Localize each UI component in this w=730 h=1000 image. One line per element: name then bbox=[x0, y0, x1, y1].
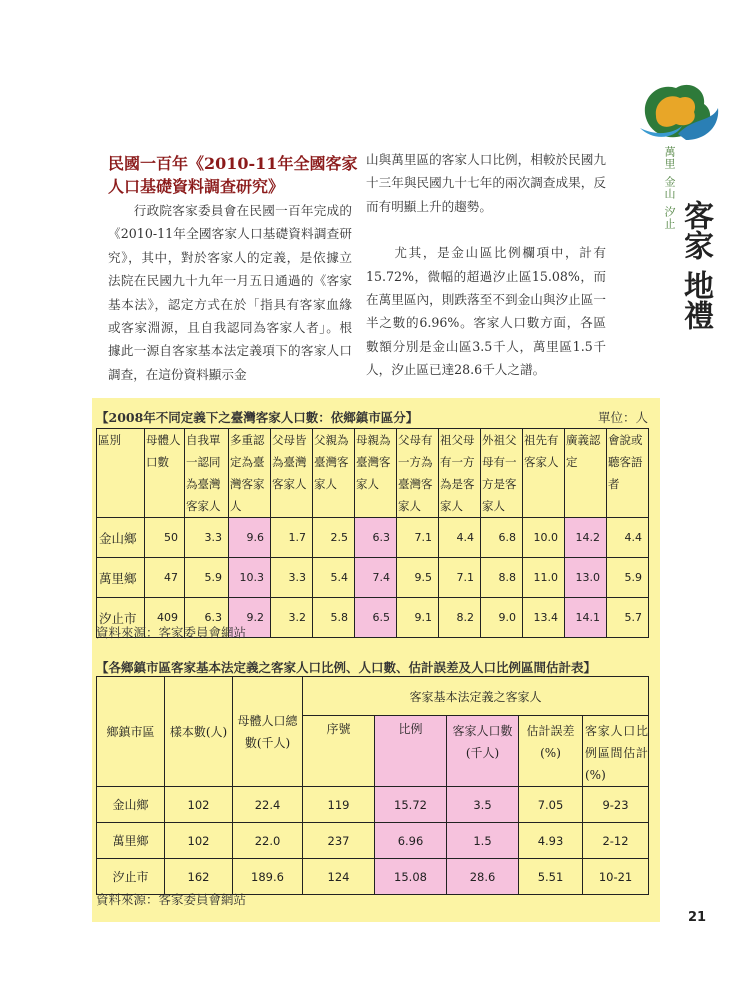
table-cell: 6.8 bbox=[481, 518, 523, 558]
table-cell: 9-23 bbox=[583, 787, 649, 823]
side-label-jinshan: 金山 bbox=[663, 176, 676, 200]
table-cell-highlighted: 13.0 bbox=[565, 558, 607, 598]
header-cell: 祖先有客家人 bbox=[523, 429, 565, 518]
table-cell: 10.0 bbox=[523, 518, 565, 558]
page-number: 21 bbox=[688, 910, 707, 925]
table-cell: 10-21 bbox=[583, 859, 649, 895]
table-cell-highlighted: 14.1 bbox=[565, 598, 607, 638]
table-row bbox=[97, 558, 649, 598]
header-cell: 鄉鎮市區 bbox=[97, 677, 165, 787]
table-cell: 119 bbox=[303, 787, 375, 823]
table1-source: 資料來源：客家委員會網站 bbox=[96, 625, 247, 640]
table-cell-highlighted: 10.3 bbox=[229, 558, 271, 598]
table-cell: 162 bbox=[165, 859, 233, 895]
table1-caption: 【2008年不同定義下之臺灣客家人口數：依鄉鎮市區分】 bbox=[96, 410, 419, 425]
header-cell-highlighted: 客家人口數(千人) bbox=[447, 716, 519, 787]
table-cell: 102 bbox=[165, 787, 233, 823]
table-cell: 3.3 bbox=[185, 518, 229, 558]
row-label: 汐止市 bbox=[97, 859, 165, 895]
table-cell: 8.8 bbox=[481, 558, 523, 598]
table-cell-highlighted: 9.2 bbox=[229, 598, 271, 638]
table-cell: 237 bbox=[303, 823, 375, 859]
header-cell: 父母有一方為臺灣客家人 bbox=[397, 429, 439, 518]
table-cell: 9.0 bbox=[481, 598, 523, 638]
table2-caption: 【各鄉鎮市區客家基本法定義之客家人口比例、人口數、估計誤差及人口比例區間估計表】 bbox=[96, 660, 597, 675]
table-cell: 5.9 bbox=[607, 558, 649, 598]
header-cell: 會說或聽客語者 bbox=[607, 429, 649, 518]
table-cell-highlighted: 15.72 bbox=[375, 787, 447, 823]
table-cell: 3.3 bbox=[271, 558, 313, 598]
header-cell: 外祖父母有一方是客家人 bbox=[481, 429, 523, 518]
table-cell-highlighted: 14.2 bbox=[565, 518, 607, 558]
hakka-logo-icon bbox=[636, 78, 720, 142]
table-cell: 22.4 bbox=[233, 787, 303, 823]
header-group-cell: 客家基本法定義之客家人 bbox=[303, 677, 649, 716]
table-cell: 13.4 bbox=[523, 598, 565, 638]
table-cell: 189.6 bbox=[233, 859, 303, 895]
table-cell-highlighted: 6.3 bbox=[355, 518, 397, 558]
table-cell: 8.2 bbox=[439, 598, 481, 638]
article-paragraph: 山與萬里區的客家人口比例，相較於民國九十三年與民國九十七年的兩次調查成果，反而有明顯上升的趨勢。 bbox=[366, 152, 606, 214]
table-cell-highlighted: 15.08 bbox=[375, 859, 447, 895]
row-label: 萬里鄉 bbox=[97, 823, 165, 859]
table-cell: 409 bbox=[145, 598, 185, 638]
table-row bbox=[97, 518, 649, 558]
table-cell: 6.3 bbox=[185, 598, 229, 638]
header-cell: 父親為臺灣客家人 bbox=[313, 429, 355, 518]
table1-unit: 單位：人 bbox=[598, 410, 649, 425]
side-label-wanli: 萬里 bbox=[663, 146, 676, 170]
table-cell: 2-12 bbox=[583, 823, 649, 859]
table-cell-highlighted: 9.6 bbox=[229, 518, 271, 558]
table-cell-highlighted: 6.5 bbox=[355, 598, 397, 638]
header-cell: 自我單一認同為臺灣客家人 bbox=[185, 429, 229, 518]
table-cell: 22.0 bbox=[233, 823, 303, 859]
table-cell-highlighted: 6.96 bbox=[375, 823, 447, 859]
table-cell: 5.51 bbox=[519, 859, 583, 895]
header-cell: 母體人口總數(千人) bbox=[233, 677, 303, 787]
table-cell: 7.1 bbox=[397, 518, 439, 558]
header-cell: 祖父母有一方為是客家人 bbox=[439, 429, 481, 518]
table-cell: 5.9 bbox=[185, 558, 229, 598]
header-cell: 母體人口數 bbox=[145, 429, 185, 518]
header-cell: 客家人口比例區間估計(%) bbox=[583, 716, 649, 787]
article-left-column: 行政院客家委員會在民國一百年完成的《2010-11年全國客家人口基礎資料調查研究》，其中，對於客家人的定義，是依據立法院在民國九十九年一月五日通過的《客家基本法》，認定方式在於「指具有客家血緣或客家淵源，且自我認同為客家人者」。根據此一源自客家基本法定義項下的客家人口調查，在這份資料顯示金 bbox=[108, 203, 352, 382]
row-label: 金山鄉 bbox=[97, 787, 165, 823]
table-cell: 5.8 bbox=[313, 598, 355, 638]
table-cell: 2.5 bbox=[313, 518, 355, 558]
table-cell-highlighted: 7.4 bbox=[355, 558, 397, 598]
header-cell: 父母皆為臺灣客家人 bbox=[271, 429, 313, 518]
table-cell: 3.2 bbox=[271, 598, 313, 638]
table-cell: 7.05 bbox=[519, 787, 583, 823]
row-label: 萬里鄉 bbox=[97, 558, 145, 598]
header-cell: 估計誤差(%) bbox=[519, 716, 583, 787]
table-cell: 9.5 bbox=[397, 558, 439, 598]
table-cell: 7.1 bbox=[439, 558, 481, 598]
table-cell: 9.1 bbox=[397, 598, 439, 638]
table-cell-highlighted: 1.5 bbox=[447, 823, 519, 859]
row-label: 金山鄉 bbox=[97, 518, 145, 558]
table-cell: 4.4 bbox=[439, 518, 481, 558]
table-header-row bbox=[97, 677, 649, 716]
table-cell: 102 bbox=[165, 823, 233, 859]
article-title: 民國一百年《2010-11年全國客家人口基礎資料調查研究》 bbox=[108, 154, 358, 196]
hakka-population-table-2008 bbox=[96, 428, 649, 638]
table-cell: 1.7 bbox=[271, 518, 313, 558]
row-label: 汐止市 bbox=[97, 598, 145, 638]
table-header-row bbox=[97, 429, 649, 518]
table-row bbox=[97, 787, 649, 823]
side-title-place: 地禮 bbox=[678, 270, 713, 330]
table-cell-highlighted: 3.5 bbox=[447, 787, 519, 823]
table-cell: 5.4 bbox=[313, 558, 355, 598]
side-title-hakka: 客家 bbox=[678, 200, 713, 260]
table2-source: 資料來源：客家委員會網站 bbox=[96, 892, 247, 907]
hakka-estimate-table bbox=[96, 676, 649, 895]
article-paragraph: 尤其，是金山區比例欄項中，計有15.72%，微幅的超過汐止區15.08%，而在萬里區內，則跌落至不到金山與汐止區一半之數的6.96%。客家人口數方面，各區數額分別是金山區3.5千人，萬里區1.5千人，汐止區已達28.6千人之譜。 bbox=[366, 245, 606, 378]
header-cell: 廣義認定 bbox=[565, 429, 607, 518]
header-cell: 樣本數(人) bbox=[165, 677, 233, 787]
header-cell: 序號 bbox=[303, 716, 375, 787]
table-row bbox=[97, 823, 649, 859]
table-cell: 4.4 bbox=[607, 518, 649, 558]
article-right-column bbox=[366, 148, 606, 382]
header-cell: 多重認定為臺灣客家人 bbox=[229, 429, 271, 518]
table-cell: 124 bbox=[303, 859, 375, 895]
table-cell: 5.7 bbox=[607, 598, 649, 638]
table-cell: 4.93 bbox=[519, 823, 583, 859]
table-cell: 47 bbox=[145, 558, 185, 598]
table-cell: 50 bbox=[145, 518, 185, 558]
header-cell: 區別 bbox=[97, 429, 145, 518]
side-label-xizhi: 汐止 bbox=[663, 206, 676, 230]
table-cell: 11.0 bbox=[523, 558, 565, 598]
table-cell-highlighted: 28.6 bbox=[447, 859, 519, 895]
header-cell: 母親為臺灣客家人 bbox=[355, 429, 397, 518]
header-cell-highlighted: 比例 bbox=[375, 716, 447, 787]
